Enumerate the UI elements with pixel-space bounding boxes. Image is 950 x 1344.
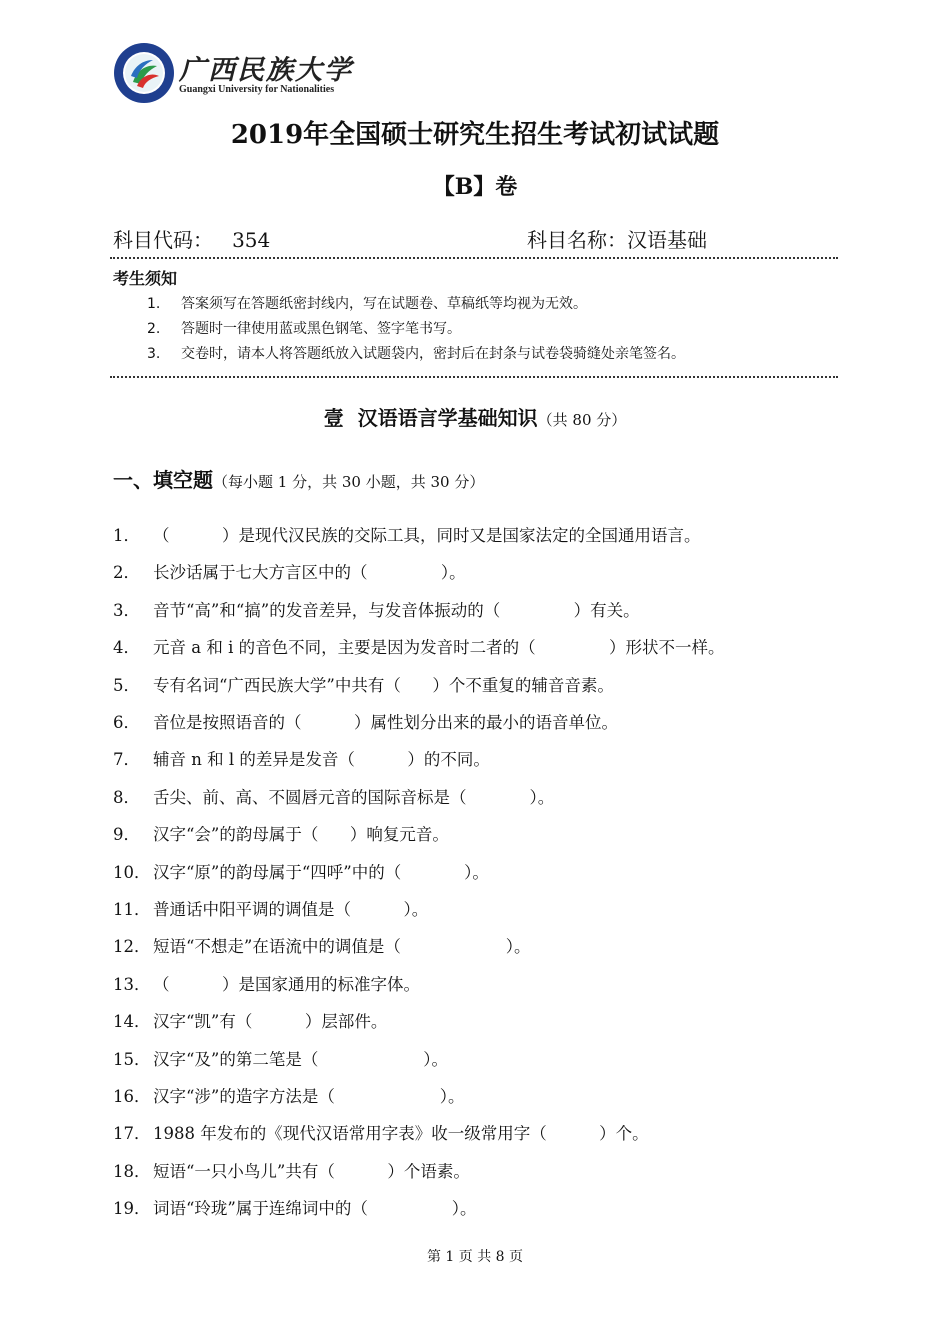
question-text: 长沙话属于七大方言区中的（ ）。 xyxy=(153,563,466,583)
section-title: 一、填空题 xyxy=(113,468,213,492)
notice-item-text: 答题时一律使用蓝或黑色钢笔、签字笔书写。 xyxy=(181,321,461,337)
university-name-en: Guangxi University for Nationalities xyxy=(179,84,335,95)
question-text: 词语“玲珑”属于连绵词中的（ ）。 xyxy=(153,1199,477,1219)
question-item xyxy=(113,634,725,658)
question-number: 17． xyxy=(113,1124,151,1144)
question-text: 汉字“会”的韵母属于（ ）响复元音。 xyxy=(153,825,449,845)
question-number: 15． xyxy=(113,1049,151,1069)
section-heading xyxy=(113,464,484,493)
university-logo xyxy=(113,42,353,104)
notice-item xyxy=(147,343,685,363)
exam-title: 2019年全国硕士研究生招生考试初试试题 xyxy=(230,120,720,150)
notice-item-number: 3. xyxy=(147,346,161,362)
question-number: 11． xyxy=(113,900,151,919)
part-title: 壹 汉语语言学基础知识 xyxy=(323,406,538,430)
notice-item-number: 2. xyxy=(147,321,161,337)
notice-item xyxy=(147,293,587,313)
question-item xyxy=(113,971,420,995)
question-item xyxy=(113,672,614,696)
question-number: 9． xyxy=(113,825,140,845)
university-seal-icon xyxy=(113,42,175,104)
question-text: 1988 年发布的《现代汉语常用字表》收一级常用字（ ）个。 xyxy=(153,1124,649,1144)
paper-version: 【B】卷 xyxy=(432,174,518,200)
question-text: （ ）是现代汉民族的交际工具，同时又是国家法定的全国通用语言。 xyxy=(153,526,701,545)
question-text: 短语“一只小鸟儿”共有（ ）个语素。 xyxy=(153,1161,470,1181)
question-number: 18． xyxy=(113,1161,151,1181)
question-number: 4． xyxy=(113,638,140,658)
question-number: 16． xyxy=(113,1087,151,1106)
question-text: 汉字“凯”有（ ）层部件。 xyxy=(153,1012,388,1032)
question-number: 5． xyxy=(113,675,140,695)
question-item xyxy=(113,859,489,883)
question-text: 音位是按照语音的（ ）属性划分出来的最小的语音单位。 xyxy=(153,713,618,732)
section-note: （每小题 1 分，共 30 小题，共 30 分） xyxy=(213,473,485,491)
subject-code: 科目代码： 354 xyxy=(113,228,271,252)
question-item xyxy=(113,709,618,733)
notice-item-number: 1. xyxy=(147,296,161,312)
part-heading xyxy=(0,402,950,431)
question-text: 汉字“及”的第二笔是（ ）。 xyxy=(153,1049,449,1069)
question-item xyxy=(113,1158,470,1182)
question-item xyxy=(113,784,554,808)
question-item xyxy=(113,1046,448,1070)
question-number: 12． xyxy=(113,937,151,957)
question-text: 音节“高”和“搞”的发音差异，与发音体振动的（ ）有关。 xyxy=(153,600,640,620)
question-text: 普通话中阳平调的调值是（ ）。 xyxy=(153,900,429,919)
question-text: （ ）是国家通用的标准字体。 xyxy=(153,974,420,994)
question-item xyxy=(113,522,700,546)
question-text: 舌尖、前、高、不圆唇元音的国际音标是（ ）。 xyxy=(153,787,555,807)
question-text: 短语“不想走”在语流中的调值是（ ）。 xyxy=(153,937,531,957)
subject-name: 科目名称：汉语基础 xyxy=(527,228,707,252)
question-number: 3． xyxy=(113,600,140,620)
question-item xyxy=(113,1195,477,1219)
notice-title: 考生须知 xyxy=(113,269,178,288)
question-text: 专有名词“广西民族大学”中共有（ ）个不重复的辅音音素。 xyxy=(153,675,614,695)
question-item xyxy=(113,597,640,621)
notice-item-text: 答案须写在答题纸密封线内，写在试题卷、草稿纸等均视为无效。 xyxy=(181,296,587,312)
question-item xyxy=(113,746,490,770)
question-number: 19． xyxy=(113,1199,151,1219)
question-number: 8． xyxy=(113,787,140,807)
question-number: 7． xyxy=(113,750,140,770)
question-item xyxy=(113,933,531,957)
question-number: 10． xyxy=(113,862,151,882)
question-item xyxy=(113,1008,387,1032)
question-text: 汉字“原”的韵母属于“四呼”中的（ ）。 xyxy=(153,862,489,882)
question-text: 元音 a 和 i 的音色不同，主要是因为发音时二者的（ ）形状不一样。 xyxy=(153,638,725,658)
question-item xyxy=(113,821,449,845)
question-item xyxy=(113,559,466,583)
question-item xyxy=(113,1083,465,1107)
question-number: 13． xyxy=(113,974,151,994)
question-text: 辅音 n 和 l 的差异是发音（ ）的不同。 xyxy=(153,750,490,770)
question-item xyxy=(113,1120,649,1144)
question-item xyxy=(113,896,428,920)
notice-item xyxy=(147,318,461,338)
part-note: （共 80 分） xyxy=(537,411,627,429)
question-number: 2． xyxy=(113,563,140,583)
dotted-divider-bottom xyxy=(110,376,838,378)
question-text: 汉字“涉”的造字方法是（ ）。 xyxy=(153,1087,465,1106)
question-number: 1． xyxy=(113,526,140,545)
dotted-divider-top xyxy=(110,257,838,259)
question-number: 6． xyxy=(113,713,140,732)
notice-item-text: 交卷时，请本人将答题纸放入试题袋内，密封后在封条与试卷袋骑缝处亲笔签名。 xyxy=(181,346,685,362)
question-number: 14． xyxy=(113,1012,151,1032)
university-name-cn: 广西民族大学 xyxy=(179,55,353,86)
page-footer: 第 1 页 共 8 页 xyxy=(426,1249,524,1265)
